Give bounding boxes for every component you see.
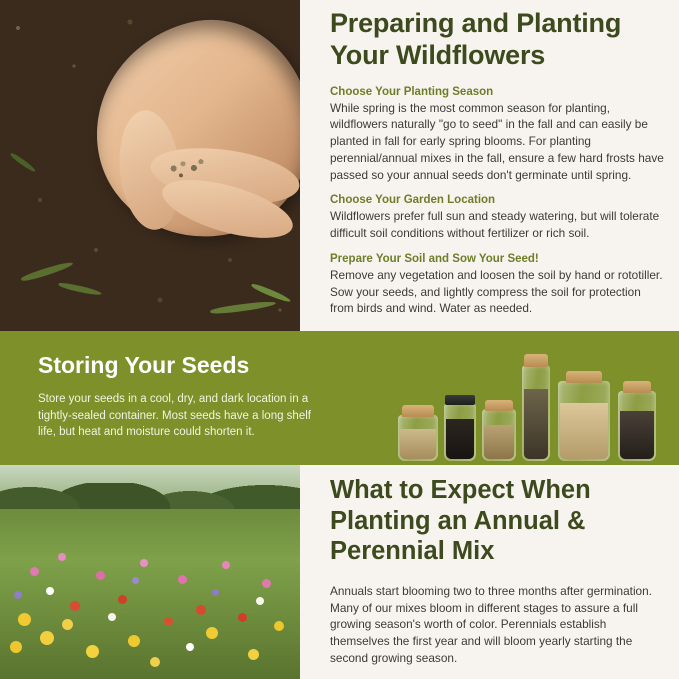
seed-jar <box>482 409 516 461</box>
black-lid-icon <box>445 395 475 405</box>
flower-icon <box>262 579 271 588</box>
flower-icon <box>132 577 139 584</box>
section1-heading: Preparing and Planting Your Wildflowers <box>330 8 622 70</box>
flower-icon <box>212 589 219 596</box>
subhead-planting-season: Choose Your Planting Season <box>330 85 494 98</box>
flower-icon <box>18 613 31 626</box>
body-garden-location: Wildflowers prefer full sun and steady watering, but will tolerate difficult soil conditions without fertilizer or rich soil. <box>330 209 660 241</box>
cork-lid-icon <box>524 354 548 367</box>
flower-icon <box>256 597 264 605</box>
seed-fill <box>620 411 654 459</box>
flower-icon <box>46 587 54 595</box>
flower-icon <box>248 649 259 660</box>
seed-jar <box>558 381 610 461</box>
section-storing-your-seeds <box>0 331 679 465</box>
flower-icon <box>96 571 105 580</box>
seed-fill <box>484 425 514 459</box>
flower-icon <box>128 635 140 647</box>
section3-heading: What to Expect When Planting an Annual & Perennial Mix <box>330 476 591 566</box>
seed-jar <box>618 391 656 461</box>
subhead-garden-location: Choose Your Garden Location <box>330 194 496 207</box>
seed-fill <box>446 419 474 459</box>
flower-icon <box>222 561 230 569</box>
flower-icon <box>186 643 194 651</box>
flower-icon <box>30 567 39 576</box>
cork-lid-icon <box>566 371 602 383</box>
flower-icon <box>140 559 148 567</box>
flower-icon <box>86 645 99 658</box>
section2-text-column <box>38 352 328 441</box>
flower-icon <box>58 553 66 561</box>
seed-jar <box>522 365 550 461</box>
cork-lid-icon <box>402 405 434 417</box>
seed-jar <box>398 415 438 461</box>
body-planting-season: While spring is the most common season for planting, wildflowers naturally "go to seed" in the fall and can easily be planted in fall for early spring blooms. For planting perennial/annual mixes in the fall, ensure a few hard frosts have passed so your annual seeds don't germinate until spring. <box>330 100 664 182</box>
subhead-prepare-soil: Prepare Your Soil and Sow Your Seed! <box>330 252 539 265</box>
section2-heading: Storing Your Seeds <box>38 352 250 378</box>
body-prepare-soil: Remove any vegetation and loosen the soil by hand or rototiller. Sow your seeds, and lightly compress the soil for protection from birds and wind. Water as needed. <box>330 267 663 316</box>
section1-text-column <box>330 8 666 328</box>
flower-icon <box>164 617 173 626</box>
section3-body: Annuals start blooming two to three months after germination. Many of our mixes bloom in different stages to assure a full growing season's worth of color. Perennials establish themselves the first year and will bloom yearly starting the second growing season. <box>330 583 652 665</box>
hand-sowing-seeds-image <box>0 0 300 331</box>
flower-cluster <box>0 509 300 679</box>
flower-icon <box>10 641 22 653</box>
flower-icon <box>274 621 284 631</box>
flower-icon <box>14 591 22 599</box>
seed-jar <box>444 403 476 461</box>
flower-icon <box>178 575 187 584</box>
flower-icon <box>118 595 127 604</box>
cork-lid-icon <box>623 381 651 393</box>
seed-fill <box>400 429 436 459</box>
section-preparing-and-planting <box>0 0 679 331</box>
flower-icon <box>62 619 73 630</box>
section-what-to-expect <box>0 465 679 679</box>
jars-of-seeds-image <box>390 341 670 465</box>
wildflower-meadow-image <box>0 465 300 679</box>
flower-icon <box>108 613 116 621</box>
seed-fill <box>560 403 608 459</box>
flower-icon <box>238 613 247 622</box>
flower-icon <box>70 601 80 611</box>
flower-icon <box>150 657 160 667</box>
section2-body: Store your seeds in a cool, dry, and dark location in a tightly-sealed container. Most seeds have a long shelf life, but heat and moisture could shorten it. <box>38 393 311 439</box>
flower-icon <box>196 605 206 615</box>
flower-icon <box>40 631 54 645</box>
seed-fill <box>524 389 548 459</box>
flower-icon <box>206 627 218 639</box>
cork-lid-icon <box>485 400 513 411</box>
section3-text-column <box>330 475 666 678</box>
